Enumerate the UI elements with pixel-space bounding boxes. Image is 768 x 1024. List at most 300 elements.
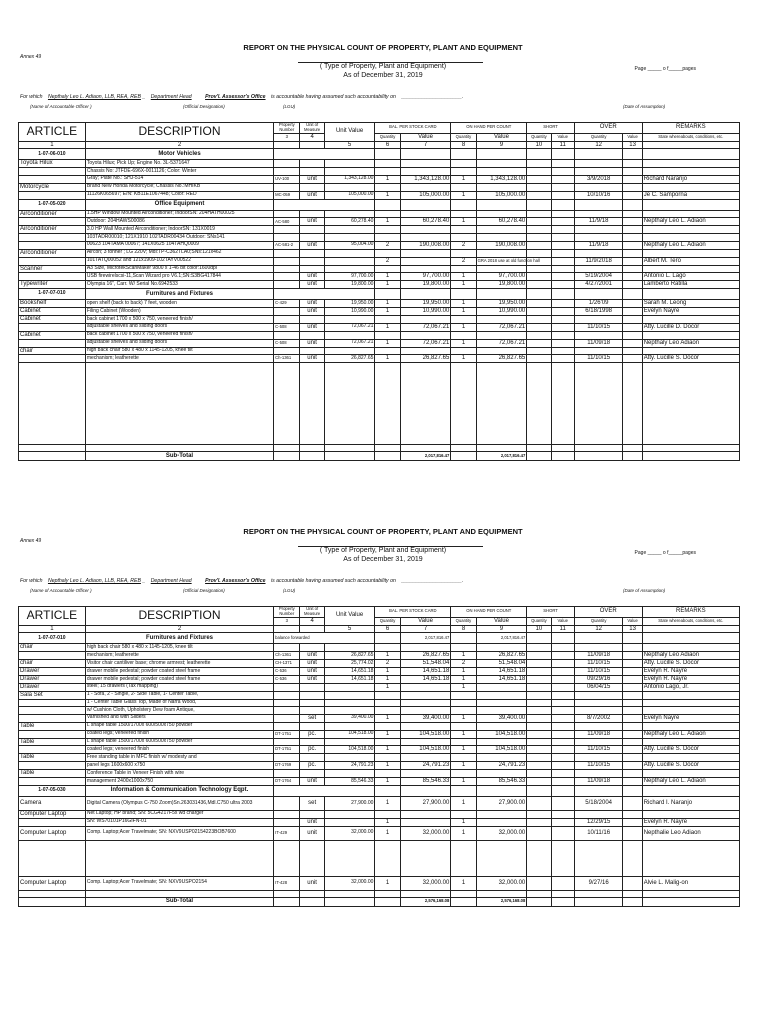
col-num-9: 9 — [476, 625, 527, 633]
description-cell: L shape table 1500/1700x 600/500x750 powder — [85, 722, 273, 730]
unit-value-cell — [324, 226, 375, 234]
short-value-cell — [551, 652, 574, 660]
header-row-3 — [19, 625, 740, 633]
short-value-cell — [551, 323, 574, 331]
bal-value-cell: 32,000.00 — [400, 876, 451, 890]
col-over-value: Value — [623, 133, 642, 141]
over-qty-cell — [574, 226, 623, 234]
caption-lgu: (LGU) — [283, 588, 296, 593]
property-number-cell — [274, 738, 300, 746]
over-qty-cell — [574, 249, 623, 257]
article-cell — [19, 777, 86, 785]
assumption-blank: _____________________. — [401, 94, 464, 100]
article-cell — [19, 168, 86, 176]
remarks-cell: Evelyn R. Nayre — [642, 818, 739, 826]
short-qty-cell — [527, 175, 551, 183]
unit-value-cell: 19,950.00 — [324, 300, 375, 308]
short-value-cell — [551, 707, 574, 715]
hand-qty-cell — [451, 770, 476, 778]
bal-qty-cell — [375, 722, 400, 730]
article-cell: Drawer — [19, 683, 86, 691]
unit-cell: pc. — [300, 762, 324, 770]
col-short-qty: Quantity — [527, 133, 551, 141]
short-value-cell — [551, 826, 574, 840]
over-value-cell — [623, 676, 642, 684]
article-cell — [19, 707, 86, 715]
unit-cell: unit — [300, 175, 324, 183]
hand-qty-cell: 2 — [451, 660, 476, 668]
short-qty-cell — [527, 281, 551, 289]
article-cell: chair — [19, 660, 86, 668]
unit-value-cell — [324, 160, 375, 168]
short-qty-cell — [527, 796, 551, 810]
lgu-name: Prov'l. Assessor's Office — [205, 578, 266, 584]
short-qty-cell — [527, 218, 551, 226]
col-num-3: 3 — [274, 133, 300, 141]
over-value-cell — [623, 691, 642, 699]
ppe-table-page-1 — [18, 122, 740, 461]
subtotal-label: Sub-Total — [85, 897, 273, 906]
header-row-1 — [19, 123, 740, 134]
short-qty-cell — [527, 191, 551, 199]
col-unit-measure: Unit of Measure — [300, 607, 324, 618]
unit-cell — [300, 347, 324, 355]
over-qty-cell: 11/09/18 — [574, 652, 623, 660]
bal-value-cell: 72,067.21 — [400, 323, 451, 331]
remarks-cell: Atty. Lucille S. Docor — [642, 746, 739, 754]
col-unit-value: Unit Value — [324, 607, 375, 626]
unit-value-cell: 24,791.23 — [324, 762, 375, 770]
short-value-cell — [551, 168, 574, 176]
short-qty-cell — [527, 183, 551, 191]
article-cell: Cabinet — [19, 315, 86, 323]
col-bal-value: Value — [400, 133, 451, 141]
col-over-qty: Quantity — [574, 133, 623, 141]
annex-label: Annex 49 — [20, 54, 42, 60]
over-qty-cell: 5/19/2004 — [574, 273, 623, 281]
hand-value-cell: 24,791.23 — [476, 762, 527, 770]
over-qty-cell — [574, 722, 623, 730]
hand-qty-cell: 1 — [451, 714, 476, 722]
property-number-cell — [274, 183, 300, 191]
property-number-cell — [274, 707, 300, 715]
unit-value-cell — [324, 210, 375, 218]
unit-value-cell — [324, 818, 375, 826]
short-value-cell — [551, 257, 574, 265]
col-unit-value: Unit Value — [324, 123, 375, 142]
col-on-hand: ON HAND PER COUNT — [451, 123, 527, 134]
empty-row — [19, 445, 740, 452]
property-number-cell — [274, 770, 300, 778]
bal-value-cell — [400, 683, 451, 691]
col-over-qty: Quantity — [574, 617, 623, 625]
description-cell: Digital Camera (Olympus C-750 Zoom)Sn.263031436,Mdl.C750 ultra 2003 — [85, 796, 273, 810]
unit-cell: unit — [300, 355, 324, 363]
hand-value-cell: 32,000.00 — [476, 876, 527, 890]
remarks-cell: Evelyn R. Nayre — [642, 676, 739, 684]
bal-qty-cell — [375, 249, 400, 257]
col-bal-stock-card: BAL. PER STOCK CARD — [375, 123, 451, 134]
article-cell: Drawer — [19, 668, 86, 676]
over-value-cell — [623, 722, 642, 730]
accountable-text: is accountable having assumed such accountability on — [270, 578, 396, 584]
description-cell: back cabinet 1700 x 500 x 750, veneered finish/ — [85, 331, 273, 339]
property-number-cell — [274, 210, 300, 218]
property-number-cell: DT-1769 — [274, 762, 300, 770]
unit-cell: unit — [300, 273, 324, 281]
over-value-cell — [623, 226, 642, 234]
article-cell — [19, 339, 86, 347]
short-qty-cell — [527, 810, 551, 818]
article-cell — [19, 241, 86, 249]
short-value-cell — [551, 160, 574, 168]
over-qty-cell: 11/10/15 — [574, 762, 623, 770]
section-forward — [274, 785, 375, 796]
bal-qty-cell — [375, 160, 400, 168]
property-number-cell: IT-428 — [274, 876, 300, 890]
remarks-cell: Nepthaly Leo L. Adiaon — [642, 218, 739, 226]
col-num-2: 2 — [85, 141, 273, 149]
bal-value-cell — [400, 818, 451, 826]
over-value-cell — [623, 730, 642, 738]
hand-qty-cell: 2 — [451, 241, 476, 249]
hand-qty-cell — [451, 168, 476, 176]
article-cell: Airconditioner — [19, 249, 86, 257]
description-cell: 3.0 HP Wall Mounted Airconditioner; IndoorSN: 131X0019 — [85, 226, 273, 234]
unit-cell: unit — [300, 218, 324, 226]
property-number-cell — [274, 331, 300, 339]
hand-value-cell — [476, 210, 527, 218]
unit-cell: unit — [300, 668, 324, 676]
short-value-cell — [551, 241, 574, 249]
short-qty-cell — [527, 691, 551, 699]
article-cell: Airconditioner — [19, 210, 86, 218]
description-cell: coated legs; veneered finish — [85, 730, 273, 738]
forward-bal-value — [400, 149, 451, 160]
unit-cell — [300, 754, 324, 762]
article-cell: Drawer — [19, 676, 86, 684]
description-cell: panel legs 1600x600 x750 — [85, 762, 273, 770]
hand-qty-cell — [451, 691, 476, 699]
section-code: 1-07-07-010 — [19, 289, 86, 300]
section-code: 1-07-05-020 — [19, 199, 86, 210]
short-value-cell — [551, 722, 574, 730]
hand-qty-cell — [451, 722, 476, 730]
short-value-cell — [551, 265, 574, 273]
short-qty-cell — [527, 273, 551, 281]
unit-value-cell — [324, 699, 375, 707]
remarks-cell — [642, 315, 739, 323]
unit-value-cell: 105,000.00 — [324, 191, 375, 199]
col-num-8: 8 — [451, 141, 476, 149]
table-row — [19, 668, 740, 676]
hand-qty-cell: 1 — [451, 796, 476, 810]
short-qty-cell — [527, 265, 551, 273]
hand-value-cell: 14,651.18 — [476, 668, 527, 676]
unit-cell: unit — [300, 876, 324, 890]
col-num-5: 5 — [324, 625, 375, 633]
accountability-line: For which Nepthaly Leo L. Adiaon, LLB, REA, REB _ Department Head Prov'l. Assessor's Office is accountable having assumed such accountability on _____________________. — [20, 578, 464, 584]
description-cell: 103TADR00010; 121X1910 102TADR00434 Outdoor: SNs141 — [85, 234, 273, 242]
hand-qty-cell — [451, 644, 476, 652]
unit-value-cell — [324, 691, 375, 699]
unit-value-cell — [324, 315, 375, 323]
over-qty-cell: 11/10/15 — [574, 323, 623, 331]
short-qty-cell — [527, 210, 551, 218]
short-value-cell — [551, 347, 574, 355]
col-num-11: 11 — [551, 625, 574, 633]
col-remarks: REMARKS — [642, 607, 739, 618]
over-qty-cell: 11/10/15 — [574, 746, 623, 754]
forward-hand-value — [476, 199, 527, 210]
over-qty-cell: 5/18/2004 — [574, 796, 623, 810]
bal-qty-cell: 1 — [375, 818, 400, 826]
forward-hand-value — [476, 785, 527, 796]
over-value-cell — [623, 660, 642, 668]
short-qty-cell — [527, 168, 551, 176]
col-description: DESCRIPTION — [85, 607, 273, 626]
caption-designation: (Official Designation) — [183, 588, 225, 593]
unit-value-cell: 72,067.21 — [324, 323, 375, 331]
col-property-number: Property Number — [274, 607, 300, 618]
article-cell — [19, 191, 86, 199]
table-row — [19, 257, 740, 265]
bal-qty-cell: 1 — [375, 281, 400, 289]
col-short: SHORT — [527, 123, 575, 134]
property-number-cell: C-429 — [274, 300, 300, 308]
over-value-cell — [623, 714, 642, 722]
short-qty-cell — [527, 777, 551, 785]
col-remarks-sub: State whereabouts, conditions, etc. — [642, 617, 739, 625]
empty-row — [19, 890, 740, 897]
short-value-cell — [551, 281, 574, 289]
unit-cell — [300, 644, 324, 652]
hand-value-cell: 39,400.00 — [476, 714, 527, 722]
hand-qty-cell: 1 — [451, 191, 476, 199]
property-number-cell: AC-580 — [274, 218, 300, 226]
property-number-cell — [274, 754, 300, 762]
article-cell: Bookshelf — [19, 300, 86, 308]
over-value-cell — [623, 707, 642, 715]
remarks-cell: Nepthaly Leo Adiaon — [642, 339, 739, 347]
over-value-cell — [623, 183, 642, 191]
hand-value-cell — [476, 160, 527, 168]
header-row-3 — [19, 141, 740, 149]
property-number-cell — [274, 265, 300, 273]
short-qty-cell — [527, 652, 551, 660]
hand-qty-cell: 1 — [451, 652, 476, 660]
hand-qty-cell — [451, 331, 476, 339]
bal-qty-cell: 1 — [375, 683, 400, 691]
article-cell: Table — [19, 754, 86, 762]
short-qty-cell — [527, 660, 551, 668]
hand-value-cell — [476, 738, 527, 746]
hand-qty-cell: 1 — [451, 676, 476, 684]
property-number-cell: Ch-1361 — [274, 652, 300, 660]
short-value-cell — [551, 810, 574, 818]
property-number-cell — [274, 168, 300, 176]
over-value-cell — [623, 273, 642, 281]
unit-value-cell: 32,000.00 — [324, 876, 375, 890]
article-cell — [19, 218, 86, 226]
bal-value-cell — [400, 691, 451, 699]
remarks-cell — [642, 699, 739, 707]
table-row — [19, 644, 740, 652]
article-cell: Computer Laptop — [19, 810, 86, 818]
remarks-cell — [642, 331, 739, 339]
article-cell: Airconditioner — [19, 226, 86, 234]
unit-value-cell: 72,067.21 — [324, 339, 375, 347]
bal-qty-cell: 1 — [375, 652, 400, 660]
table-row — [19, 762, 740, 770]
description-cell: high back chair 580 x 480 x 1145-1205, knee tilt — [85, 347, 273, 355]
col-num-1: 1 — [19, 625, 86, 633]
bal-qty-cell — [375, 234, 400, 242]
over-qty-cell — [574, 160, 623, 168]
section-row — [19, 149, 740, 160]
over-value-cell — [623, 300, 642, 308]
unit-value-cell — [324, 265, 375, 273]
short-value-cell — [551, 300, 574, 308]
hand-value-cell — [476, 754, 527, 762]
unit-cell: unit — [300, 339, 324, 347]
hand-qty-cell: 1 — [451, 339, 476, 347]
page-number: Page _____ o f_____pages — [634, 66, 696, 72]
description-cell: Comp. Laptop;Acer Travelmate; SN: NXV9USP02154223BOB7600 — [85, 826, 273, 840]
subtotal-hand-value: 2,017,816.47 — [476, 452, 527, 461]
over-qty-cell: 11/9/18 — [574, 241, 623, 249]
over-qty-cell: 06/04/15 — [574, 683, 623, 691]
subtotal-row — [19, 452, 740, 461]
col-num-13: 13 — [623, 141, 642, 149]
section-row — [19, 785, 740, 796]
col-description: DESCRIPTION — [85, 123, 273, 142]
short-value-cell — [551, 273, 574, 281]
unit-cell: pc. — [300, 730, 324, 738]
table-row — [19, 265, 740, 273]
col-short-qty: Quantity — [527, 617, 551, 625]
table-row — [19, 826, 740, 840]
remarks-cell — [642, 226, 739, 234]
table-row — [19, 168, 740, 176]
hand-qty-cell — [451, 183, 476, 191]
bal-value-cell: 51,548.04 — [400, 660, 451, 668]
over-value-cell — [623, 810, 642, 818]
hand-qty-cell: 1 — [451, 668, 476, 676]
bal-value-cell: 24,791.23 — [400, 762, 451, 770]
property-number-cell: Ch-1361 — [274, 355, 300, 363]
unit-cell — [300, 265, 324, 273]
property-number-cell — [274, 249, 300, 257]
property-type-line: ( Type of Property, Plant and Equipment) — [319, 63, 447, 70]
remarks-cell — [642, 234, 739, 242]
unit-cell: unit — [300, 652, 324, 660]
short-qty-cell — [527, 762, 551, 770]
hand-qty-cell: 1 — [451, 300, 476, 308]
bal-value-cell — [400, 707, 451, 715]
bal-value-cell: 14,651.18 — [400, 676, 451, 684]
forward-bal-value: 2,017,816.47 — [400, 633, 451, 644]
short-qty-cell — [527, 315, 551, 323]
unit-value-cell: 32,000.00 — [324, 826, 375, 840]
subtotal-bal-value: 2,576,168.08 — [400, 897, 451, 906]
over-qty-cell — [574, 183, 623, 191]
bal-value-cell: 27,900.00 — [400, 796, 451, 810]
bal-value-cell — [400, 168, 451, 176]
short-value-cell — [551, 691, 574, 699]
table-row — [19, 273, 740, 281]
hand-value-cell — [476, 722, 527, 730]
description-cell: adjustable shelves and sliding doors — [85, 323, 273, 331]
table-row — [19, 347, 740, 355]
hand-value-cell — [476, 265, 527, 273]
remarks-cell: Nepthalie Leo Adiaon — [642, 826, 739, 840]
table-row — [19, 210, 740, 218]
short-qty-cell — [527, 770, 551, 778]
forward-hand-value — [476, 149, 527, 160]
description-cell: 1 - Sofa, 2 - Single, 2- Side Table, 1- Center Table, — [85, 691, 273, 699]
property-number-cell — [274, 226, 300, 234]
unit-cell — [300, 699, 324, 707]
table-row — [19, 876, 740, 890]
hand-qty-cell — [451, 347, 476, 355]
bal-qty-cell — [375, 691, 400, 699]
article-cell: Table — [19, 738, 86, 746]
table-row — [19, 699, 740, 707]
bal-value-cell: 39,400.00 — [400, 714, 451, 722]
bal-qty-cell: 1 — [375, 308, 400, 316]
unit-cell — [300, 226, 324, 234]
over-value-cell — [623, 876, 642, 890]
hand-qty-cell — [451, 234, 476, 242]
for-which-label: For which — [20, 578, 43, 584]
short-qty-cell — [527, 730, 551, 738]
unit-cell: set — [300, 714, 324, 722]
unit-cell: unit — [300, 777, 324, 785]
hand-qty-cell — [451, 315, 476, 323]
over-value-cell — [623, 355, 642, 363]
short-value-cell — [551, 175, 574, 183]
description-cell: SN: WS70101P16GIFN-01 — [85, 818, 273, 826]
remarks-cell: Lamberto Ratilla — [642, 281, 739, 289]
short-qty-cell — [527, 249, 551, 257]
table-row — [19, 175, 740, 183]
bal-value-cell: 10,990.00 — [400, 308, 451, 316]
unit-cell — [300, 249, 324, 257]
property-type-line: ( Type of Property, Plant and Equipment) — [319, 547, 447, 554]
officer-designation: Department Head — [150, 578, 192, 584]
section-title: Furnitures and Fixtures — [85, 633, 273, 644]
short-qty-cell — [527, 241, 551, 249]
bal-value-cell — [400, 160, 451, 168]
over-qty-cell — [574, 738, 623, 746]
short-value-cell — [551, 770, 574, 778]
over-qty-cell: 6/18/1998 — [574, 308, 623, 316]
bal-qty-cell: 1 — [375, 300, 400, 308]
over-value-cell — [623, 331, 642, 339]
hand-value-cell — [476, 249, 527, 257]
hand-qty-cell: 2 — [451, 257, 476, 265]
over-qty-cell: 10/11/16 — [574, 826, 623, 840]
unit-value-cell: 14,651.18 — [324, 676, 375, 684]
table-row — [19, 241, 740, 249]
property-number-cell — [274, 273, 300, 281]
unit-cell — [300, 691, 324, 699]
over-qty-cell: 9/27/16 — [574, 876, 623, 890]
over-qty-cell: 12/29/15 — [574, 818, 623, 826]
report-page-1 — [18, 38, 748, 503]
hand-value-cell — [476, 183, 527, 191]
